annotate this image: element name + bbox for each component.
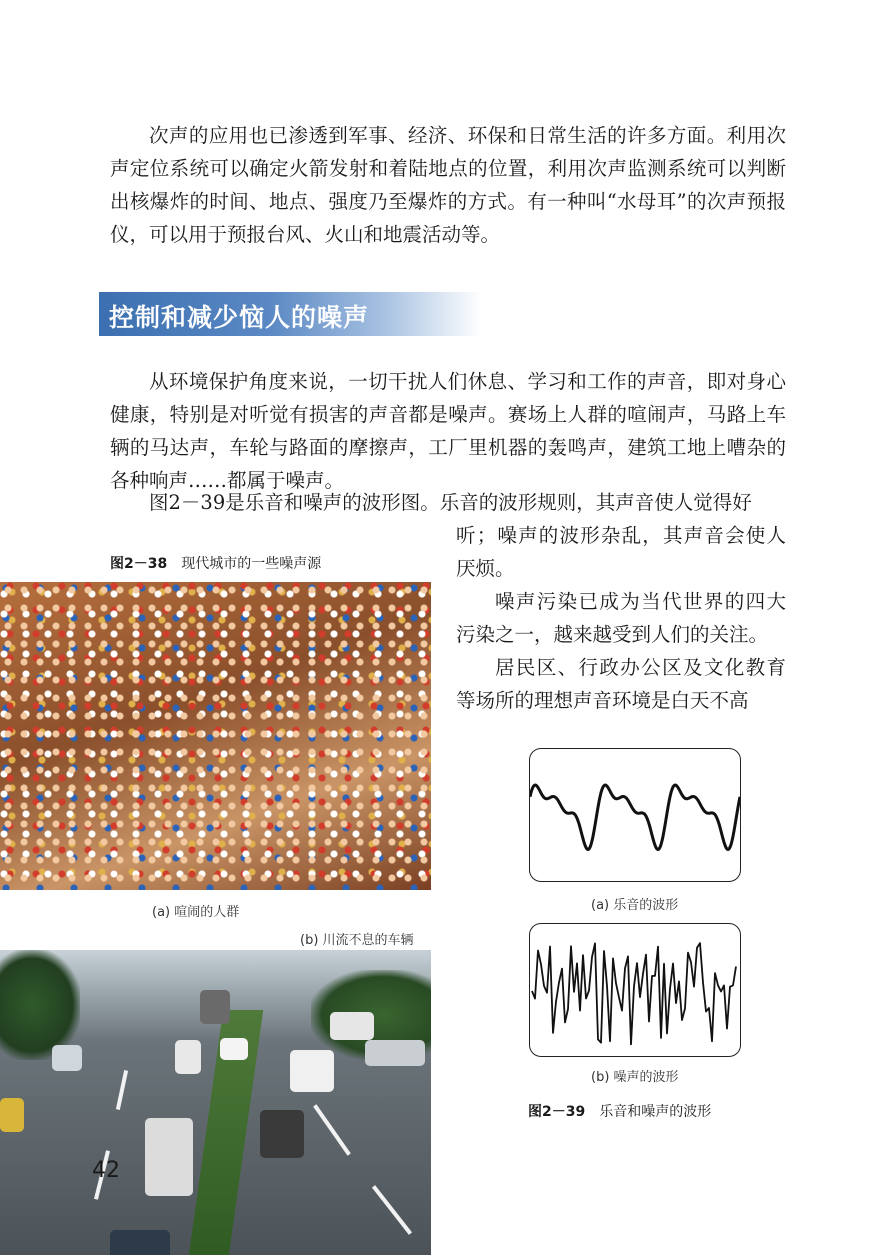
- taxi: [145, 1118, 193, 1196]
- crowd-photo: [0, 582, 431, 890]
- figure-39-title: 乐音和噪声的波形: [599, 1104, 712, 1120]
- paragraph-waveform-intro: 图2－39是乐音和噪声的波形图。乐音的波形规则，其声音使人觉得好: [149, 491, 752, 514]
- noise-waveform: [530, 924, 740, 1056]
- paragraph-noise-pollution: 噪声污染已成为当代世界的四大污染之一，越来越受到人们的关注。: [456, 590, 786, 646]
- car-blurred: [260, 1110, 304, 1158]
- noise-waveform-caption: (b) 噪声的波形: [591, 1070, 679, 1085]
- page-number: 42: [92, 1158, 120, 1183]
- van: [290, 1050, 334, 1092]
- section-heading-text: 控制和减少恼人的噪声: [109, 303, 370, 332]
- musical-waveform: [530, 749, 740, 881]
- crowd-photo-caption: (a) 喧闹的人群: [152, 905, 240, 920]
- trees-left: [0, 950, 80, 1060]
- car: [0, 1098, 24, 1132]
- figure-38-caption: [110, 553, 321, 573]
- lane-marking: [313, 1104, 351, 1155]
- truck: [330, 1012, 374, 1040]
- paragraph-ideal-environment: 居民区、行政办公区及文化教育等场所的理想声音环境是白天不高: [456, 656, 786, 712]
- paragraph-infrasound-applications: 次声的应用也已渗透到军事、经济、环保和日常生活的许多方面。利用次声定位系统可以确定火箭发射和着陆地点的位置，利用次声监测系统可以判断出核爆炸的时间、地点、强度乃至爆炸的方式。有一种叫“水母耳”的次声预报仪，可以用于预报台风、火山和地震活动等。: [110, 124, 786, 246]
- paragraph-waveform-continued: 听；噪声的波形杂乱，其声音会使人厌烦。: [456, 524, 786, 580]
- figure-38-title: 现代城市的一些噪声源: [181, 556, 322, 572]
- figure-39-number: 图2－39: [528, 1104, 586, 1120]
- paragraph-noise-definition: 从环境保护角度来说，一切干扰人们休息、学习和工作的声音，即对身心健康，特别是对听觉有损害的声音都是噪声。赛场上人群的喧闹声，马路上车辆的马达声，车轮与路面的摩擦声，工厂里机器的轰鸣声，建筑工地上嘈杂的各种响声……都属于噪声。: [110, 370, 786, 492]
- section-heading: [99, 292, 481, 336]
- car: [110, 1230, 170, 1255]
- traffic-photo-caption: (b) 川流不息的车辆: [300, 933, 414, 948]
- noise-wave-line: [532, 943, 736, 1044]
- lane-marking: [116, 1070, 128, 1110]
- lane-marking: [372, 1185, 412, 1235]
- musical-waveform-box: [529, 748, 741, 882]
- traffic-photo: [0, 950, 431, 1255]
- car: [220, 1038, 248, 1060]
- musical-waveform-caption: (a) 乐音的波形: [591, 898, 679, 913]
- musical-wave-line: [530, 785, 740, 850]
- car: [175, 1040, 201, 1074]
- car: [52, 1045, 82, 1071]
- truck: [200, 990, 230, 1024]
- figure-39-caption: [528, 1101, 711, 1121]
- figure-38-number: 图2－38: [110, 556, 168, 572]
- noise-waveform-box: [529, 923, 741, 1057]
- car: [365, 1040, 425, 1066]
